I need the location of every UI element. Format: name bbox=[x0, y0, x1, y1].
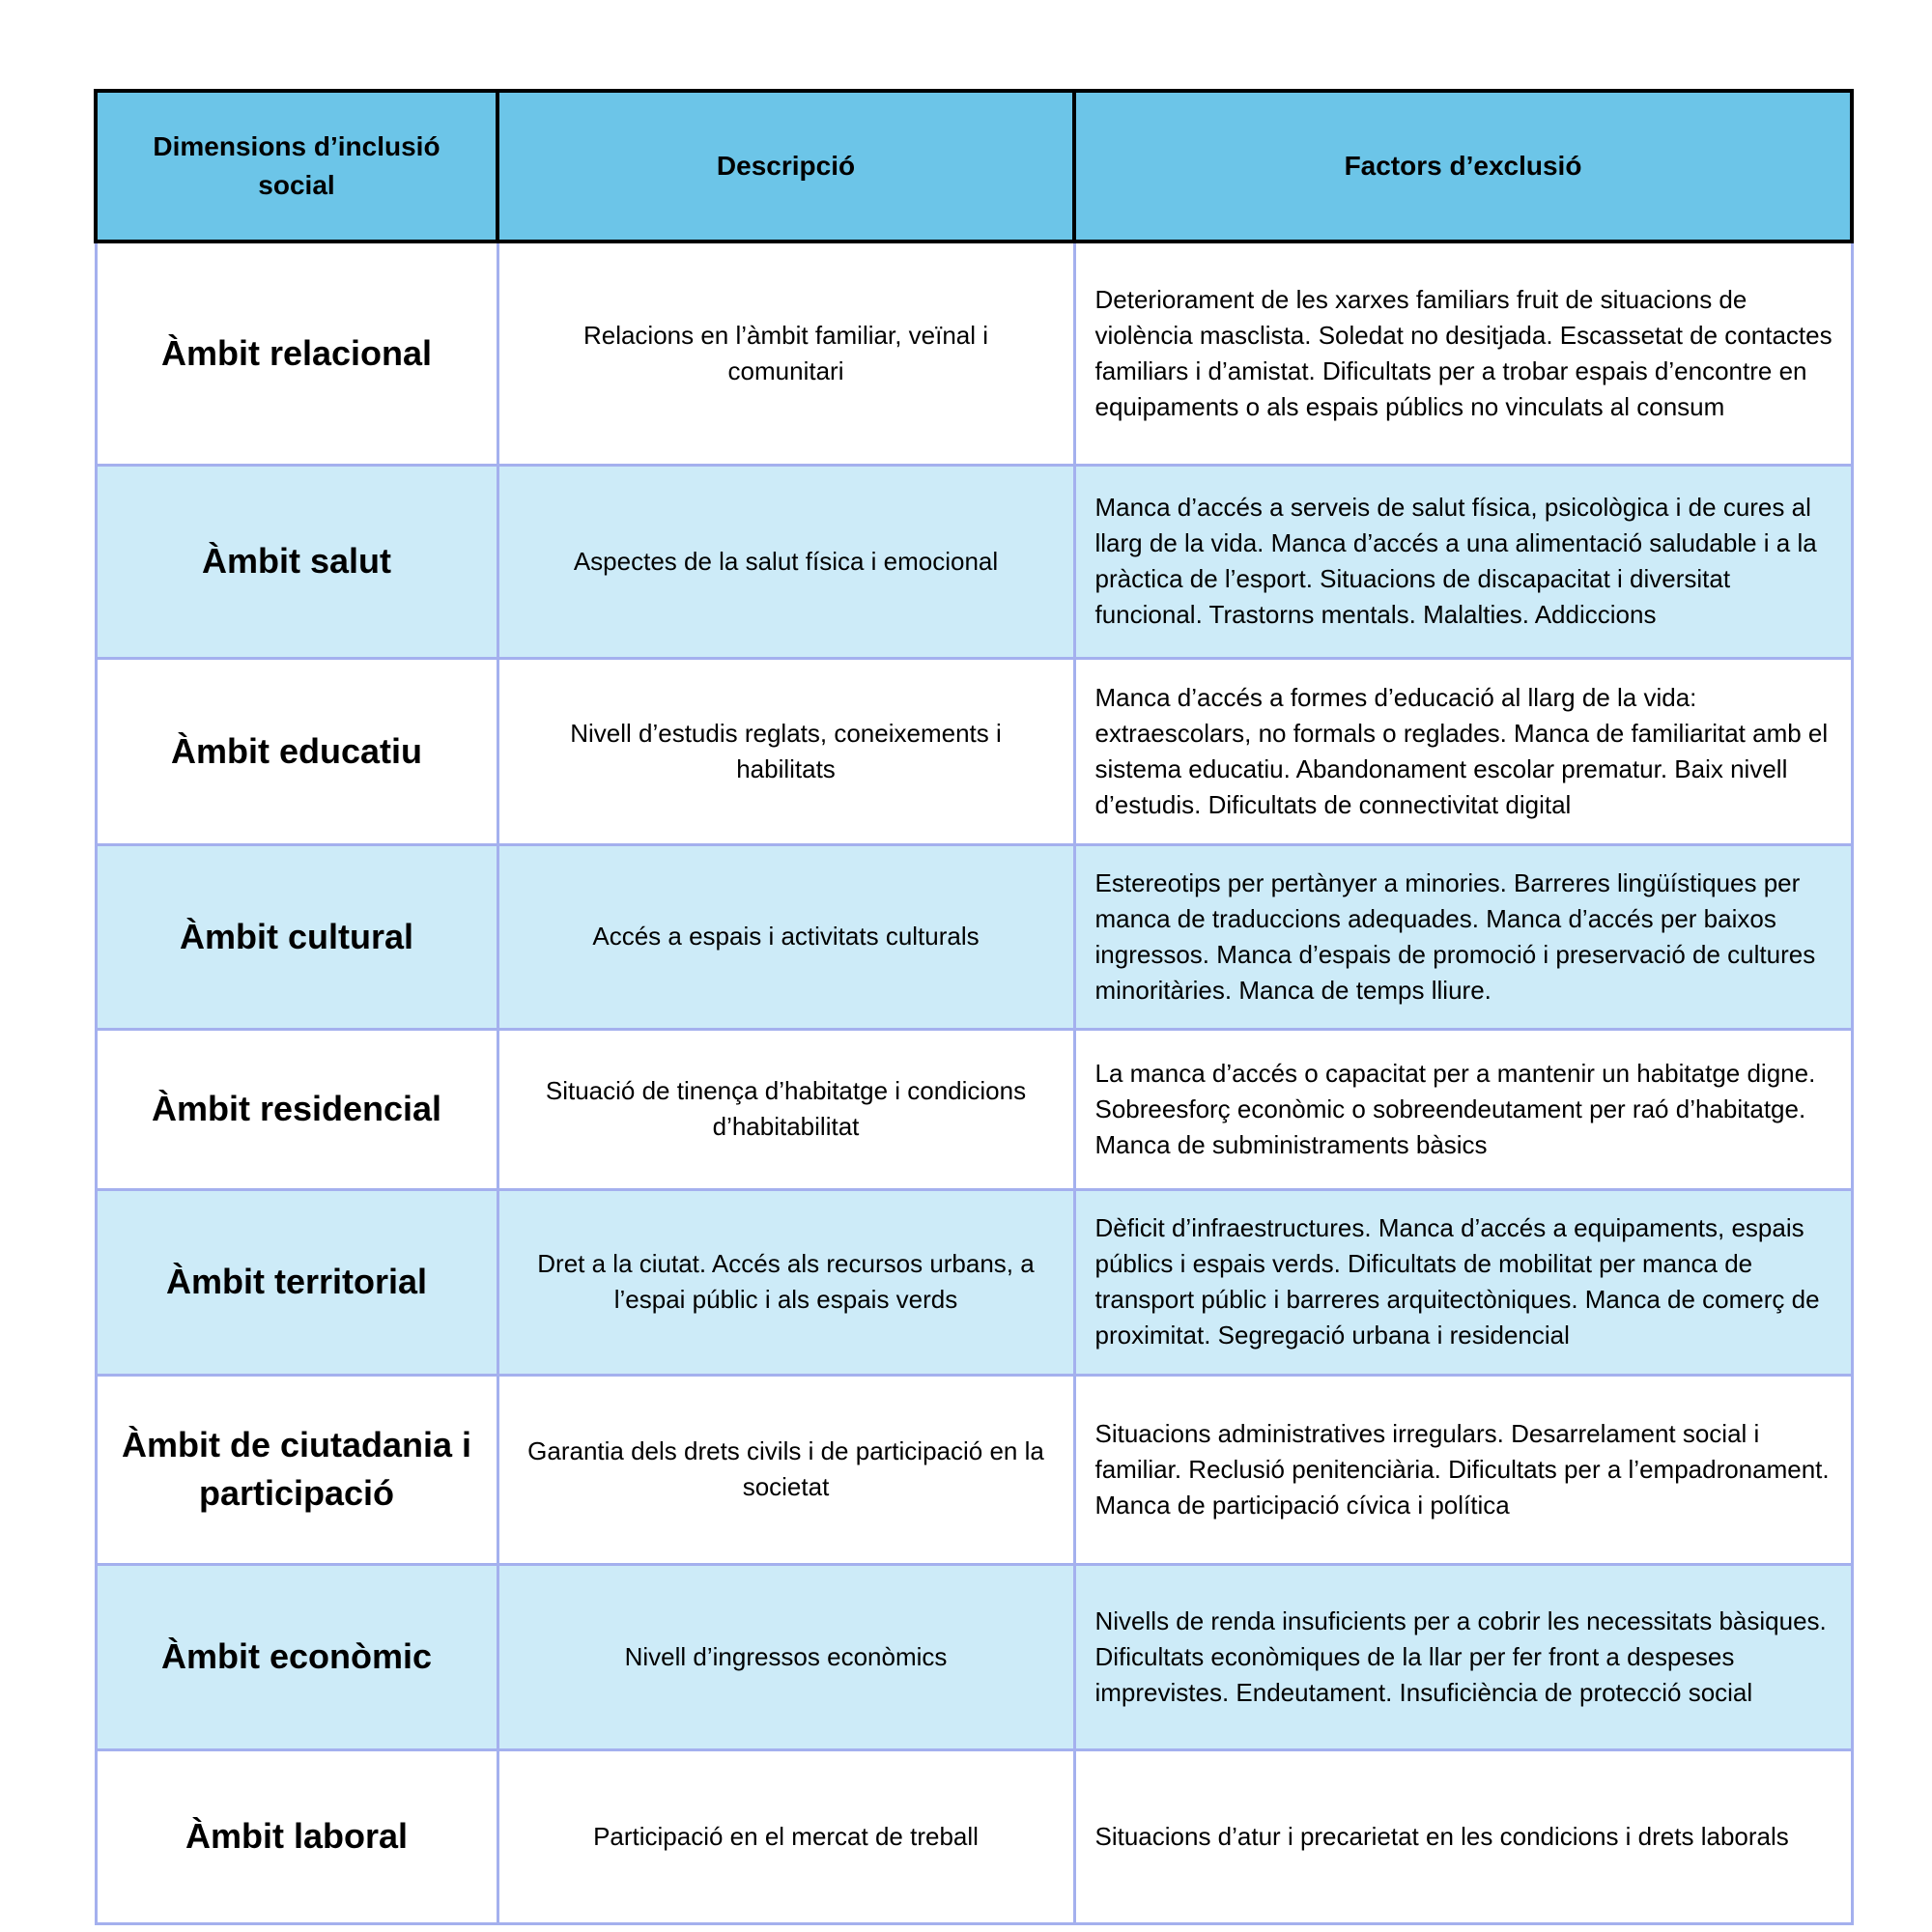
dimension-cell: Àmbit educatiu bbox=[96, 658, 497, 844]
dimension-cell: Àmbit laboral bbox=[96, 1749, 497, 1923]
factors-cell: Dèficit d’infraestructures. Manca d’accés a equipaments, espais públics i espais verds. Dificultats de mobilitat per manca de transport públic i barreres arquitectòniques. Manca de comerç de proximitat. Segregació urbana i residencial bbox=[1074, 1189, 1852, 1375]
description-cell: Situació de tinença d’habitatge i condicions d’habitabilitat bbox=[497, 1029, 1074, 1189]
factors-cell: Situacions administratives irregulars. Desarrelament social i familiar. Reclusió penitenciària. Dificultats per a l’empadronament. Manca de participació cívica i política bbox=[1074, 1375, 1852, 1564]
dimension-cell: Àmbit territorial bbox=[96, 1189, 497, 1375]
factors-cell: La manca d’accés o capacitat per a mantenir un habitatge digne. Sobreesforç econòmic o sobreendeutament per raó d’habitatge. Manca de subministraments bàsics bbox=[1074, 1029, 1852, 1189]
dimension-cell: Àmbit de ciutadania i participació bbox=[96, 1375, 497, 1564]
description-cell: Aspectes de la salut física i emocional bbox=[497, 465, 1074, 658]
header-row bbox=[96, 91, 1852, 242]
factors-cell: Manca d’accés a formes d’educació al llarg de la vida: extraescolars, no formals o reglades. Manca de familiaritat amb el sistema educatiu. Abandonament escolar prematur. Baix nivell d’estudis. Dificultats de connectivitat digital bbox=[1074, 658, 1852, 844]
dimension-cell: Àmbit cultural bbox=[96, 844, 497, 1029]
table-row bbox=[96, 1189, 1852, 1375]
table-row bbox=[96, 1375, 1852, 1564]
factors-cell: Situacions d’atur i precarietat en les condicions i drets laborals bbox=[1074, 1749, 1852, 1923]
description-cell: Accés a espais i activitats culturals bbox=[497, 844, 1074, 1029]
table-row bbox=[96, 242, 1852, 465]
table-row bbox=[96, 1029, 1852, 1189]
factors-cell: Nivells de renda insuficients per a cobrir les necessitats bàsiques. Dificultats econòmiques de la llar per fer front a despeses imprevistes. Endeutament. Insuficiència de protecció social bbox=[1074, 1564, 1852, 1749]
factors-cell: Manca d’accés a serveis de salut física, psicològica i de cures al llarg de la vida. Manca d’accés a una alimentació saludable i a la pràctica de l’esport. Situacions de discapacitat i diversitat funcional. Trastorns mentals. Malalties. Addiccions bbox=[1074, 465, 1852, 658]
header-dimensions: Dimensions d’inclusió social bbox=[96, 91, 497, 242]
dimension-cell: Àmbit residencial bbox=[96, 1029, 497, 1189]
description-cell: Nivell d’ingressos econòmics bbox=[497, 1564, 1074, 1749]
description-cell: Participació en el mercat de treball bbox=[497, 1749, 1074, 1923]
description-cell: Garantia dels drets civils i de participació en la societat bbox=[497, 1375, 1074, 1564]
dimension-cell: Àmbit salut bbox=[96, 465, 497, 658]
table-row bbox=[96, 658, 1852, 844]
description-cell: Dret a la ciutat. Accés als recursos urbans, a l’espai públic i als espais verds bbox=[497, 1189, 1074, 1375]
description-cell: Nivell d’estudis reglats, coneixements i habilitats bbox=[497, 658, 1074, 844]
dimension-cell: Àmbit relacional bbox=[96, 242, 497, 465]
table-body bbox=[96, 242, 1852, 1923]
social-inclusion-table bbox=[94, 89, 1854, 1925]
table-row bbox=[96, 1749, 1852, 1923]
table-row bbox=[96, 844, 1852, 1029]
factors-cell: Estereotips per pertànyer a minories. Barreres lingüístiques per manca de traduccions adequades. Manca d’accés per baixos ingressos. Manca d’espais de promoció i preservació de cultures minoritàries. Manca de temps lliure. bbox=[1074, 844, 1852, 1029]
table-header bbox=[96, 91, 1852, 242]
dimension-cell: Àmbit econòmic bbox=[96, 1564, 497, 1749]
table-row bbox=[96, 1564, 1852, 1749]
table-row bbox=[96, 465, 1852, 658]
factors-cell: Deteriorament de les xarxes familiars fruit de situacions de violència masclista. Soledat no desitjada. Escassetat de contactes familiars i d’amistat. Dificultats per a trobar espais d’encontre en equipaments o als espais públics no vinculats al consum bbox=[1074, 242, 1852, 465]
description-cell: Relacions en l’àmbit familiar, veïnal i comunitari bbox=[497, 242, 1074, 465]
inclusion-table-container bbox=[94, 89, 1850, 1925]
header-description: Descripció bbox=[497, 91, 1074, 242]
header-exclusion-factors: Factors d’exclusió bbox=[1074, 91, 1852, 242]
